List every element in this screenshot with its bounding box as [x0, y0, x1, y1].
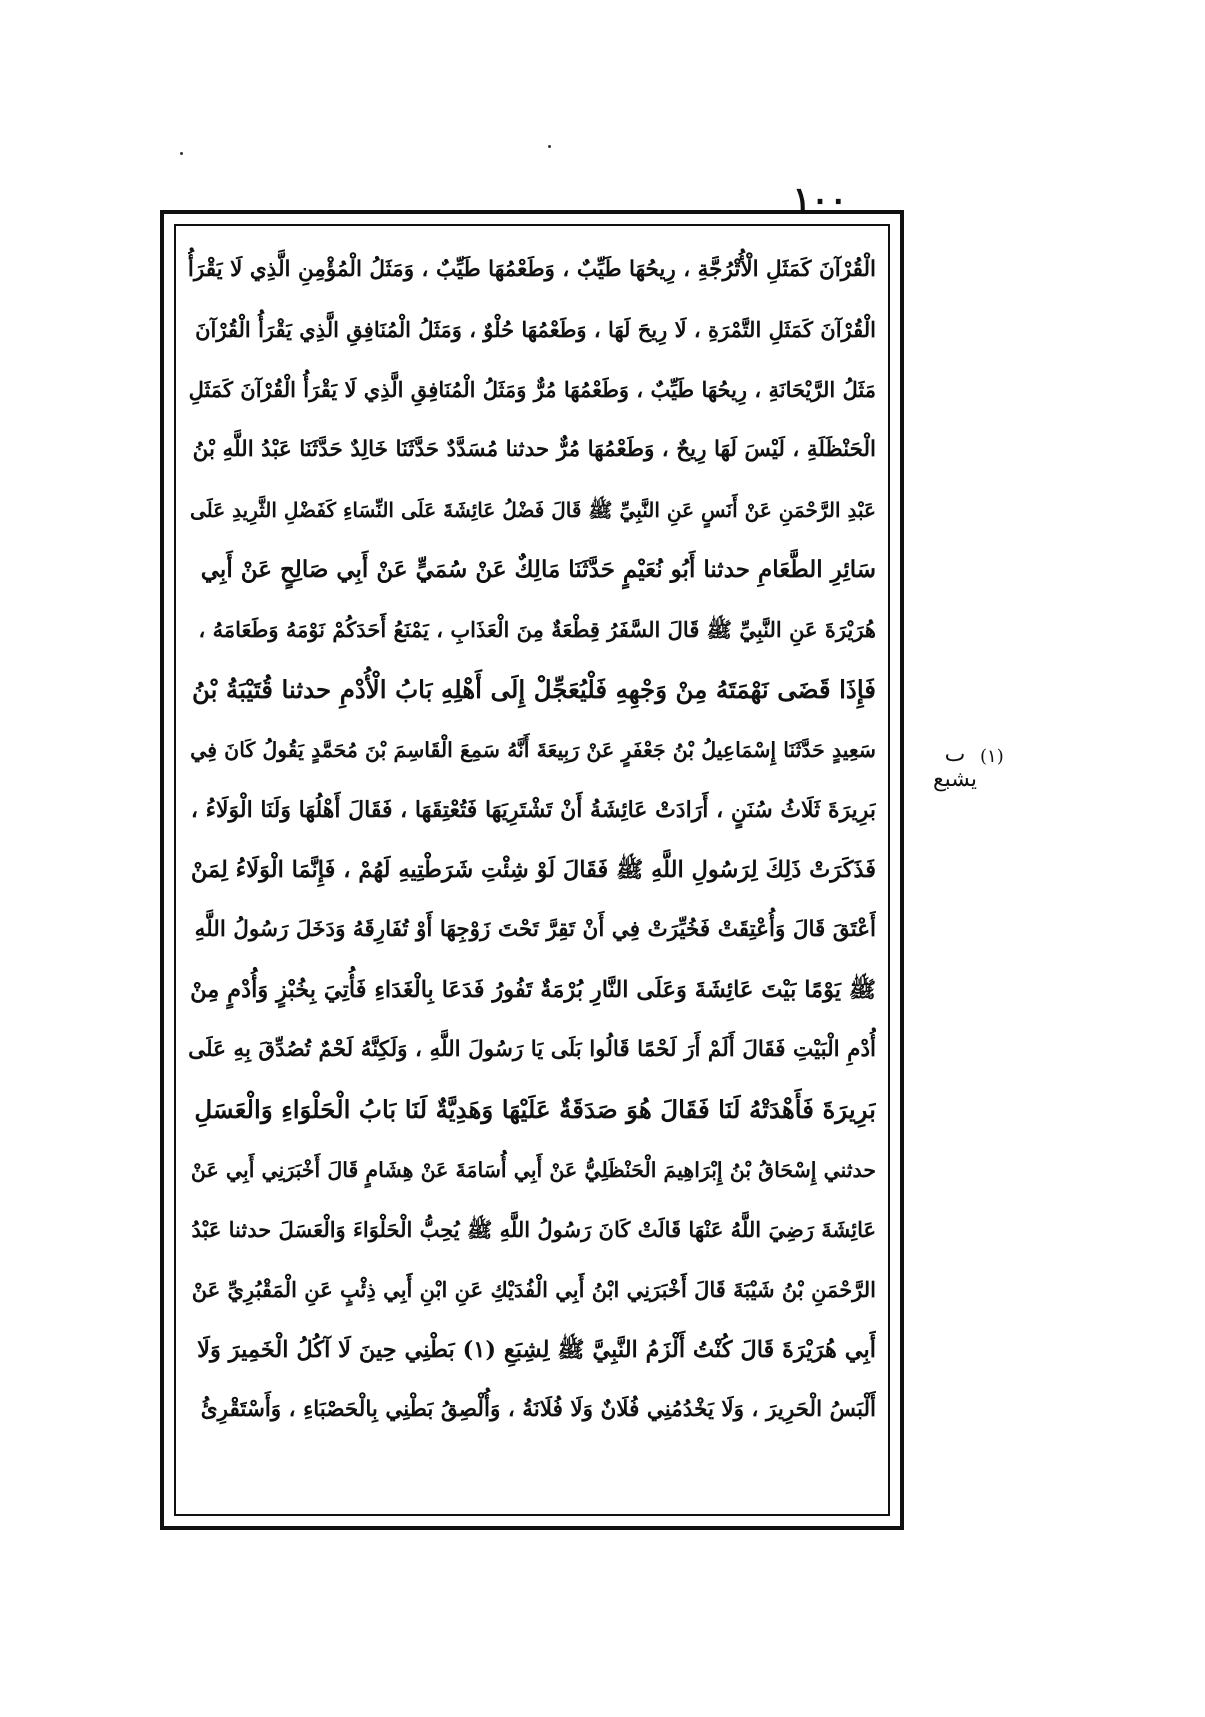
stray-dot [548, 145, 551, 148]
text-line: ﷺ يَوْمًا بَيْتَ عَائِشَةَ وَعَلَى النَّارِ بُرْمَةٌ تَفُورُ فَدَعَا بِالْغَدَاءِ فَأُتِيَ بِخُبْزٍ وَأُدْمٍ مِنْ [190, 977, 876, 1003]
text-line: سَائِرِ الطَّعَامِ حدثنا أَبُو نُعَيْمٍ حَدَّثَنَا مَالِكٌ عَنْ سُمَيٍّ عَنْ أَبِي صَالِحٍ عَنْ أَبِي [200, 556, 876, 583]
text-line: الْقُرْآنَ كَمَثَلِ الْأُتْرُجَّةِ ، رِيحُهَا طَيِّبٌ ، وَطَعْمُهَا طَيِّبٌ ، وَمَثَلُ الْمُؤْمِنِ الَّذِي لَا يَقْرَأُ [188, 257, 876, 282]
text-line: عَائِشَةَ رَضِيَ اللَّهُ عَنْهَا قَالَتْ كَانَ رَسُولُ اللَّهِ ﷺ يُحِبُّ الْحَلْوَاءَ وَالْعَسَلَ حدثنا عَبْدُ [191, 1217, 876, 1242]
text-line: بَرِيرَةَ ثَلَاثُ سُنَنٍ ، أَرَادَتْ عَائِشَةُ أَنْ تَشْتَرِيَهَا فَتُعْتِقَهَا ، فَقَالَ أَهْلُهَا وَلَنَا الْوَلَاءُ ، [190, 797, 876, 823]
page-number: ١٠٠ [792, 180, 848, 220]
margin-word: يشبع [932, 767, 978, 792]
text-line: حدثني إِسْحَاقُ بْنُ إِبْرَاهِيمَ الْحَنْظَلِيُّ عَنْ أَبِي أُسَامَةَ عَنْ هِشَامٍ قَالَ أَخْبَرَنِي أَبِي عَنْ [190, 1158, 876, 1182]
margin-mark: ٮ [944, 742, 966, 767]
margin-ref-number: (١) [980, 746, 1004, 767]
text-line: عَبْدِ الرَّحْمَنِ عَنْ أَنَسٍ عَنِ النَّبِيِّ ﷺ قَالَ فَضْلُ عَائِشَةَ عَلَى النِّسَاءِ كَفَضْلِ الثَّرِيدِ عَلَى [189, 498, 876, 522]
text-line: الْقُرْآنَ كَمَثَلِ التَّمْرَةِ ، لَا رِيحَ لَهَا ، وَطَعْمُهَا حُلْوٌ ، وَمَثَلُ الْمُنَافِقِ الَّذِي يَقْرَأُ الْقُرْآنَ [195, 317, 876, 342]
text-line: مَثَلُ الرَّيْحَانَةِ ، رِيحُهَا طَيِّبٌ ، وَطَعْمُهَا مُرٌّ وَمَثَلُ الْمُنَافِقِ الَّذِي لَا يَقْرَأُ الْقُرْآنَ كَمَثَلِ [188, 377, 876, 402]
text-line: سَعِيدٍ حَدَّثَنَا إِسْمَاعِيلُ بْنُ جَعْفَرٍ عَنْ رَبِيعَةَ أَنَّهُ سَمِعَ الْقَاسِمَ بْنَ مُحَمَّدٍ يَقُولُ كَانَ فِي [190, 738, 876, 762]
stray-dot [180, 152, 183, 155]
margin-footnote [920, 742, 1004, 792]
text-line: أَبِي هُرَيْرَةَ قَالَ كُنْتُ أَلْزَمُ النَّبِيَّ ﷺ لِشِبَعِ (١) بَطْنِي حِينَ لَا آكُلُ الْخَمِيرَ وَلَا [197, 1337, 876, 1363]
page-border-inner [174, 224, 890, 1516]
text-line: فَذَكَرَتْ ذَلِكَ لِرَسُولِ اللَّهِ ﷺ فَقَالَ لَوْ شِئْتِ شَرَطْتِيهِ لَهُمْ ، فَإِنَّمَا الْوَلَاءُ لِمَنْ [190, 857, 876, 883]
text-line: فَإِذَا قَضَى نَهْمَتَهُ مِنْ وَجْهِهِ فَلْيُعَجِّلْ إِلَى أَهْلِهِ بَابُ الْأُدْمِ حدثنا قُتَيْبَةُ بْنُ [191, 675, 876, 704]
text-line: بَرِيرَةَ فَأَهْدَتْهُ لَنَا فَقَالَ هُوَ صَدَقَةٌ عَلَيْهَا وَهَدِيَّةٌ لَنَا بَابُ الْحَلْوَاءِ وَالْعَسَلِ [194, 1095, 876, 1124]
hadith-text-block [188, 240, 876, 1440]
text-line: هُرَيْرَةَ عَنِ النَّبِيِّ ﷺ قَالَ السَّفَرُ قِطْعَةٌ مِنَ الْعَذَابِ ، يَمْنَعُ أَحَدَكُمْ نَوْمَهُ وَطَعَامَهُ ، [198, 617, 876, 642]
page-border [160, 210, 904, 1530]
text-line: الْحَنْظَلَةِ ، لَيْسَ لَهَا رِيحٌ ، وَطَعْمُهَا مُرٌّ حدثنا مُسَدَّدٌ حَدَّثَنَا خَالِدٌ حَدَّثَنَا عَبْدُ اللَّهِ بْنُ [192, 437, 876, 462]
text-line: أُدْمِ الْبَيْتِ فَقَالَ أَلَمْ أَرَ لَحْمًا قَالُوا بَلَى يَا رَسُولَ اللَّهِ ، وَلَكِنَّهُ لَحْمٌ تُصُدِّقَ بِهِ عَلَى [188, 1037, 876, 1062]
text-line: أَلْبَسُ الْحَرِيرَ ، وَلَا يَخْدُمُنِي فُلَانٌ وَلَا فُلَانَةُ ، وَأُلْصِقُ بَطْنِي بِالْحَصْبَاءِ ، وَأَسْتَقْرِئُ [200, 1397, 876, 1422]
text-line: الرَّحْمَنِ بْنُ شَيْبَةَ قَالَ أَخْبَرَنِي ابْنُ أَبِي الْفُدَيْكِ عَنِ ابْنِ أَبِي ذِئْبٍ عَنِ الْمَقْبُرِيِّ عَنْ [191, 1277, 876, 1302]
text-line: أَعْتَقَ قَالَ وَأُعْتِقَتْ فَخُيِّرَتْ فِي أَنْ تَقِرَّ تَحْتَ زَوْجِهَا أَوْ تُفَارِقَهُ وَدَخَلَ رَسُولُ اللَّهِ [194, 917, 876, 942]
